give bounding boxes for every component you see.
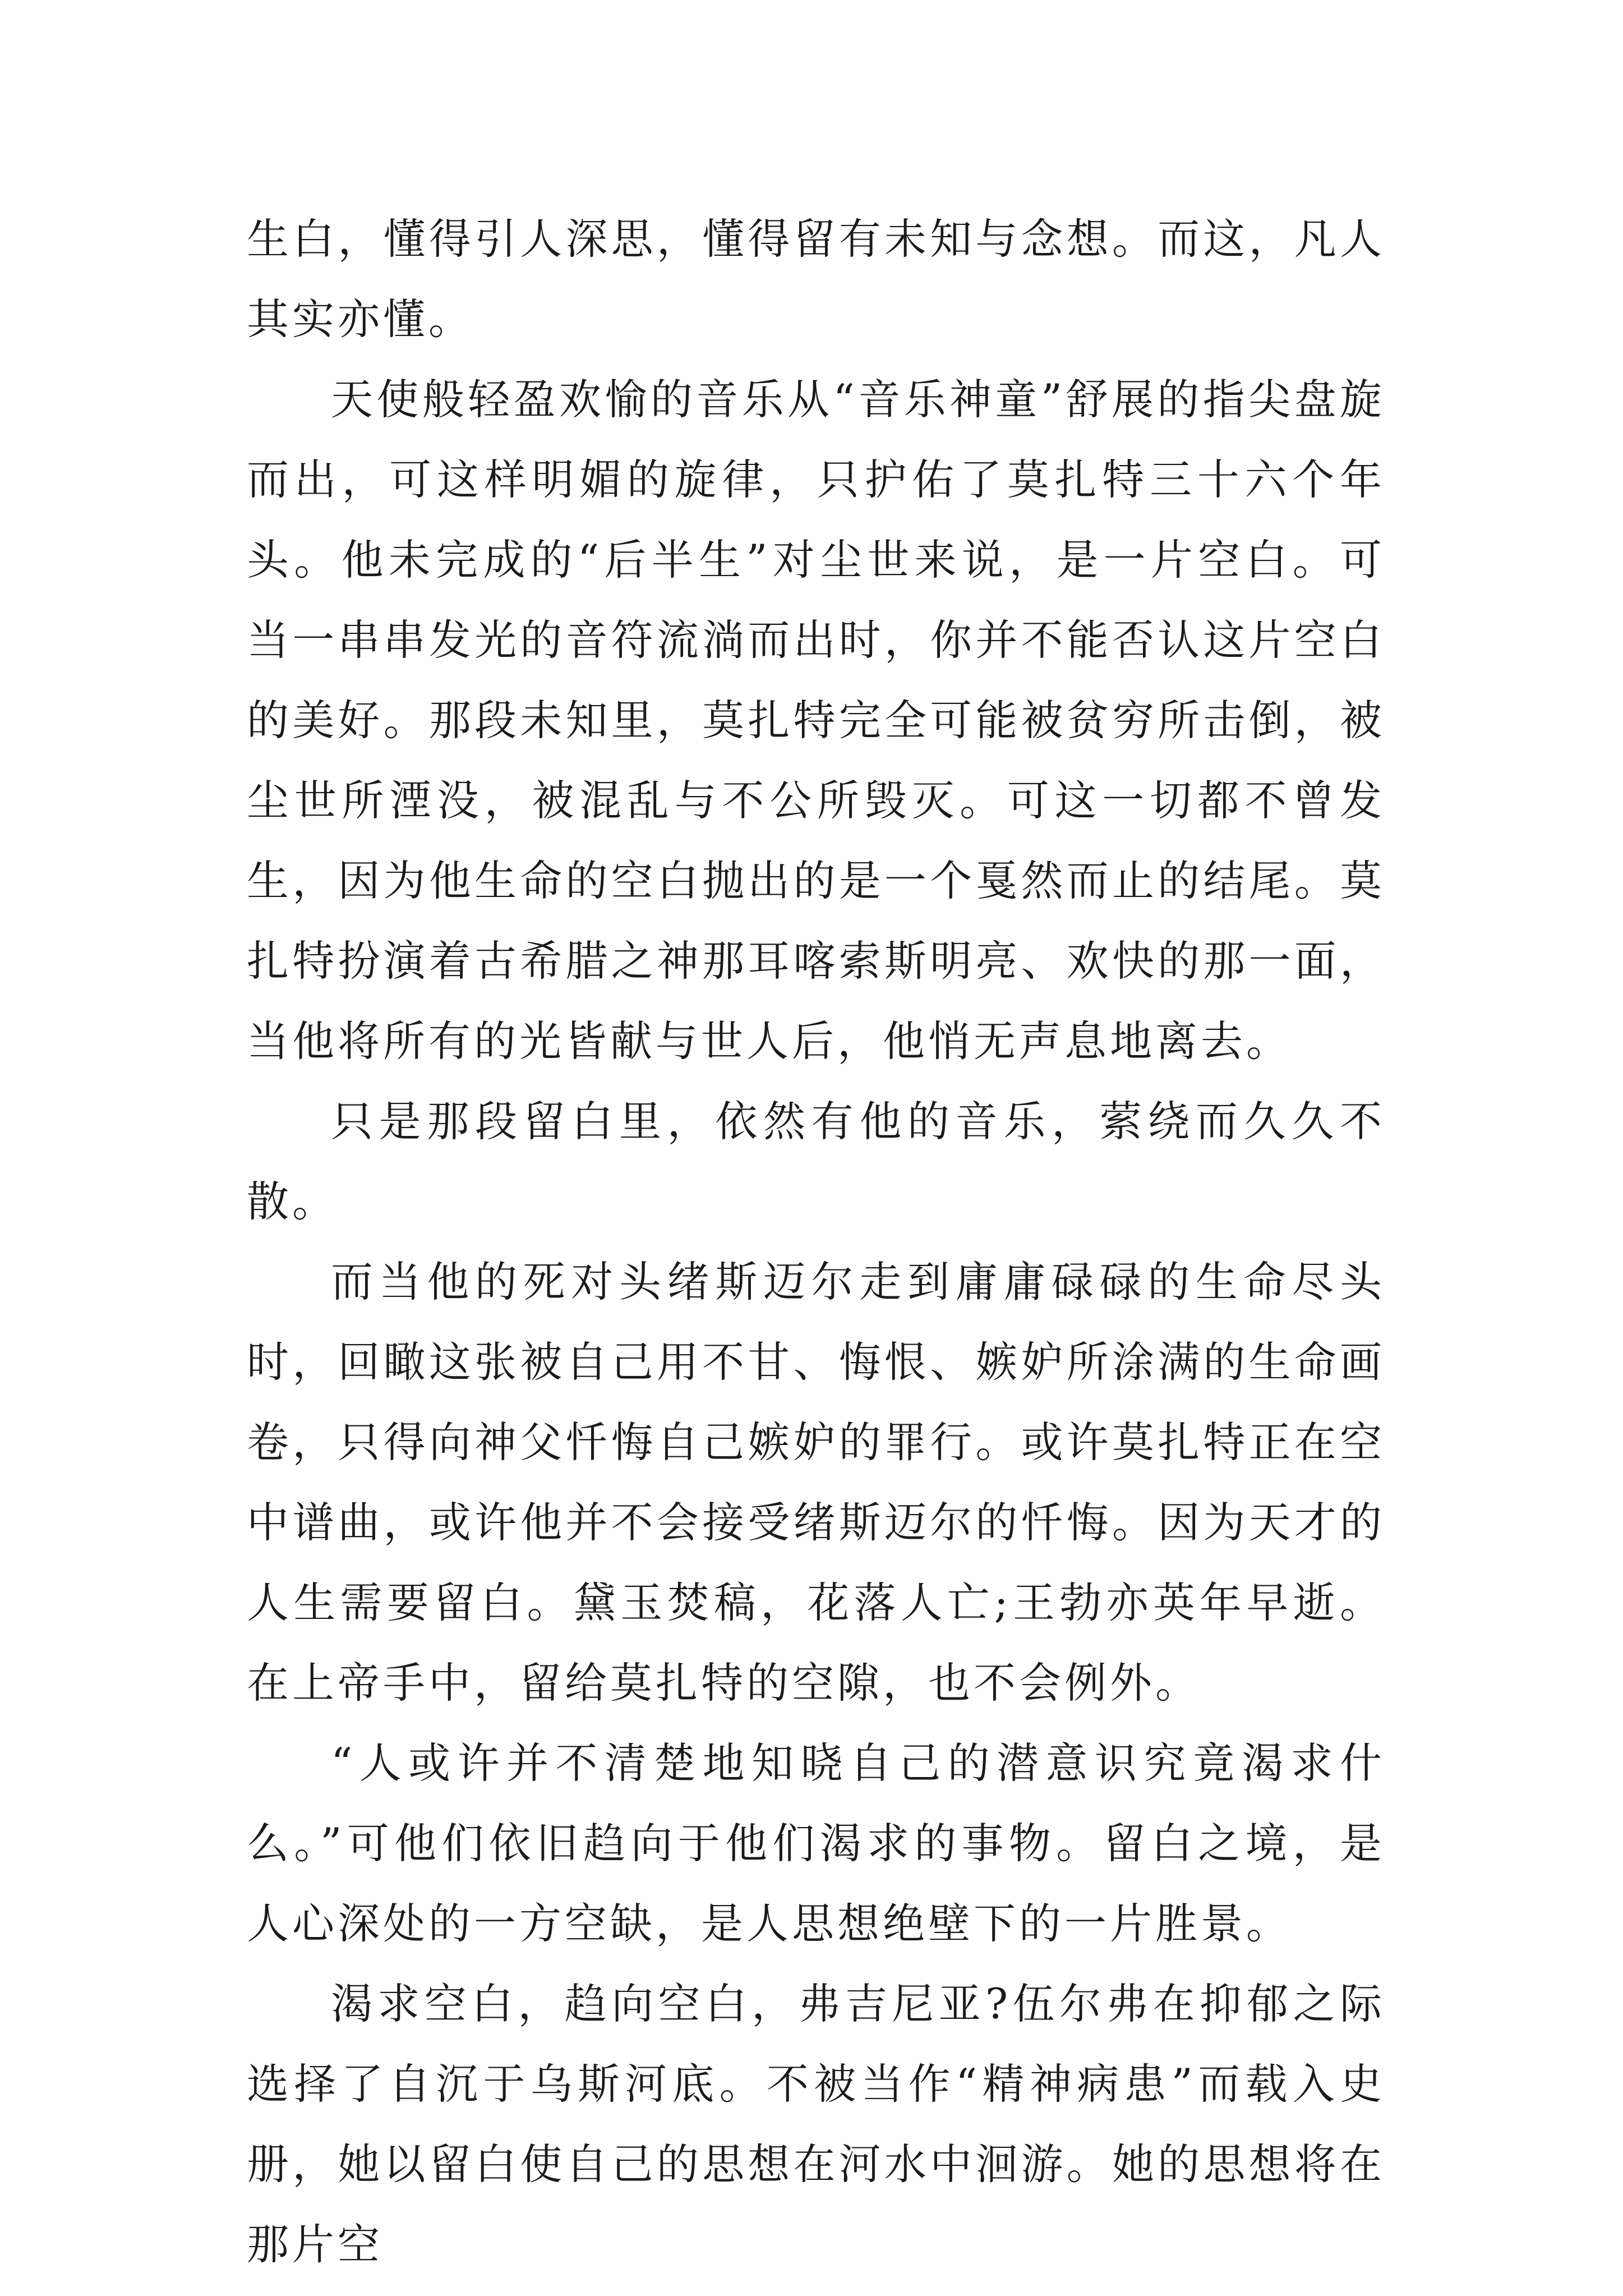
paragraph-6: 渴求空白，趋向空白，弗吉尼亚?伍尔弗在抑郁之际选择了自沉于乌斯河底。不被当作“精神病患”而载入史册，她以留白使自己的思想在河水中洄游。她的思想将在那片空	[247, 1979, 1385, 2269]
paragraph-4: 而当他的死对头绪斯迈尔走到庸庸碌碌的生命尽头时，回瞰这张被自己用不甘、悔恨、嫉妒所涂满的生命画卷，只得向神父忏悔自己嫉妒的罪行。或许莫扎特正在空中谱曲，或许他并不会接受绪斯迈尔的忏悔。因为天才的人生需要留白。黛玉焚稿，花落人亡;王勃亦英年早逝。在上帝手中，留给莫扎特的空隙，也不会例外。	[247, 1257, 1385, 1708]
body-text	[247, 199, 1385, 2285]
paragraph-5: “人或许并不清楚地知晓自己的潜意识究竟渴求什么。”可他们依旧趋向于他们渴求的事物。留白之境，是人心深处的一方空缺，是人思想绝壁下的一片胜景。	[247, 1738, 1385, 1948]
paragraph-1: 生白，懂得引人深思，懂得留有未知与念想。而这，凡人其实亦懂。	[247, 214, 1385, 344]
paragraph-2: 天使般轻盈欢愉的音乐从“音乐神童”舒展的指尖盘旋而出，可这样明媚的旋律，只护佑了莫扎特三十六个年头。他未完成的“后半生”对尘世来说，是一片空白。可当一串串发光的音符流淌而出时，你并不能否认这片空白的美好。那段未知里，莫扎特完全可能被贫穷所击倒，被尘世所湮没，被混乱与不公所毁灭。可这一切都不曾发生，因为他生命的空白抛出的是一个戛然而止的结尾。莫扎特扮演着古希腊之神那耳喀索斯明亮、欢快的那一面，当他将所有的光皆献与世人后，他悄无声息地离去。	[247, 375, 1385, 1066]
paragraph-3: 只是那段留白里，依然有他的音乐，萦绕而久久不散。	[247, 1097, 1385, 1226]
